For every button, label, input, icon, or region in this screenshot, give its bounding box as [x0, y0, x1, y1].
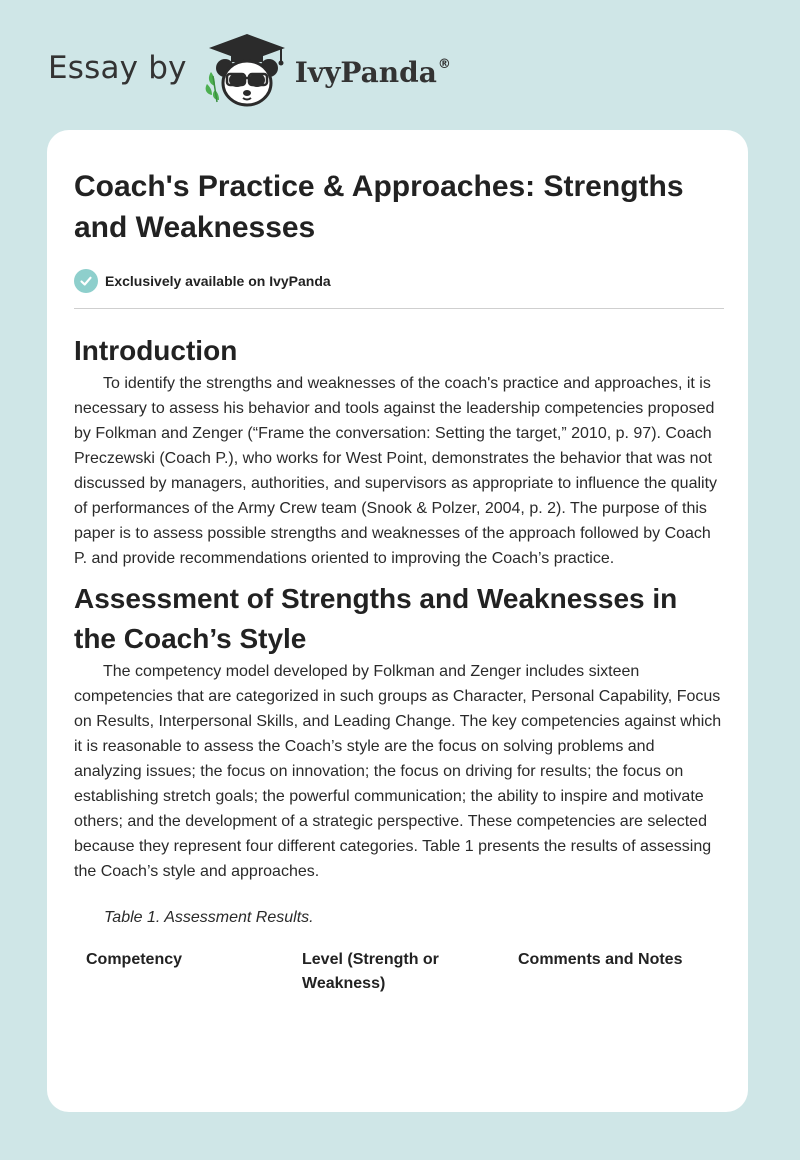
paragraph-assessment: The competency model developed by Folkman and Zenger includes sixteen competencies that are categorized in such groups as Character, Personal Capability, Focus on Results, Interpersonal Skills, and Leading Change. The key competencies against which it is reasonable to assess the Coach’s style are the focus on solving problems and analyzing issues; the focus on innovation; the focus on driving for results; the focus on establishing stretch goals; the powerful communication; the ability to inspire and motivate others; and the development of a strategic perspective. These competencies are selected because they represent four different categories. Table 1 presents the results of assessing the Coach’s style and approaches.	[74, 663, 722, 880]
essay-content	[74, 166, 724, 996]
essay-title: Coach's Practice & Approaches: Strengths and Weaknesses	[74, 170, 684, 244]
divider	[74, 308, 724, 309]
site-header	[48, 32, 451, 110]
section-heading-introduction: Introduction	[74, 335, 238, 366]
paragraph-introduction: To identify the strengths and weaknesses of the coach's practice and approaches, it is necessary to assess his behavior and tools against the leadership competencies proposed by Folkman and Zenger (“Frame the conversation: Setting the target,” 2010, p. 97). Coach Preczewski (Coach P.), who works for West Point, demonstrates the behavior that was not discussed by managers, authorities, and supervisors as appropriate to influence the quality of performances of the Army Crew team (Snook & Polzer, 2004, p. 2). The purpose of this paper is to assess possible strengths and weaknesses of the approach followed by Coach P. and provide recommendations oriented to improving the Coach’s practice.	[74, 375, 718, 567]
essay-by-label: Essay by	[48, 50, 187, 86]
essay-card	[47, 130, 748, 1112]
brand-name[interactable]	[295, 56, 451, 89]
section-heading-assessment: Assessment of Strengths and Weaknesses in the Coach’s Style	[74, 583, 678, 654]
column-header-competency: Competency	[86, 951, 183, 968]
registered-mark: ®	[437, 56, 451, 72]
column-header-level: Level (Strength or Weakness)	[302, 951, 439, 992]
check-icon	[74, 269, 98, 293]
table-caption: Table 1. Assessment Results.	[104, 909, 314, 926]
column-header-comments: Comments and Notes	[518, 951, 683, 968]
exclusive-label: Exclusively available on IvyPanda	[105, 273, 331, 289]
assessment-table-header	[86, 948, 724, 996]
brand-text: IvyPanda	[294, 55, 437, 89]
exclusive-badge	[74, 268, 724, 294]
panda-logo-icon[interactable]	[201, 32, 293, 110]
